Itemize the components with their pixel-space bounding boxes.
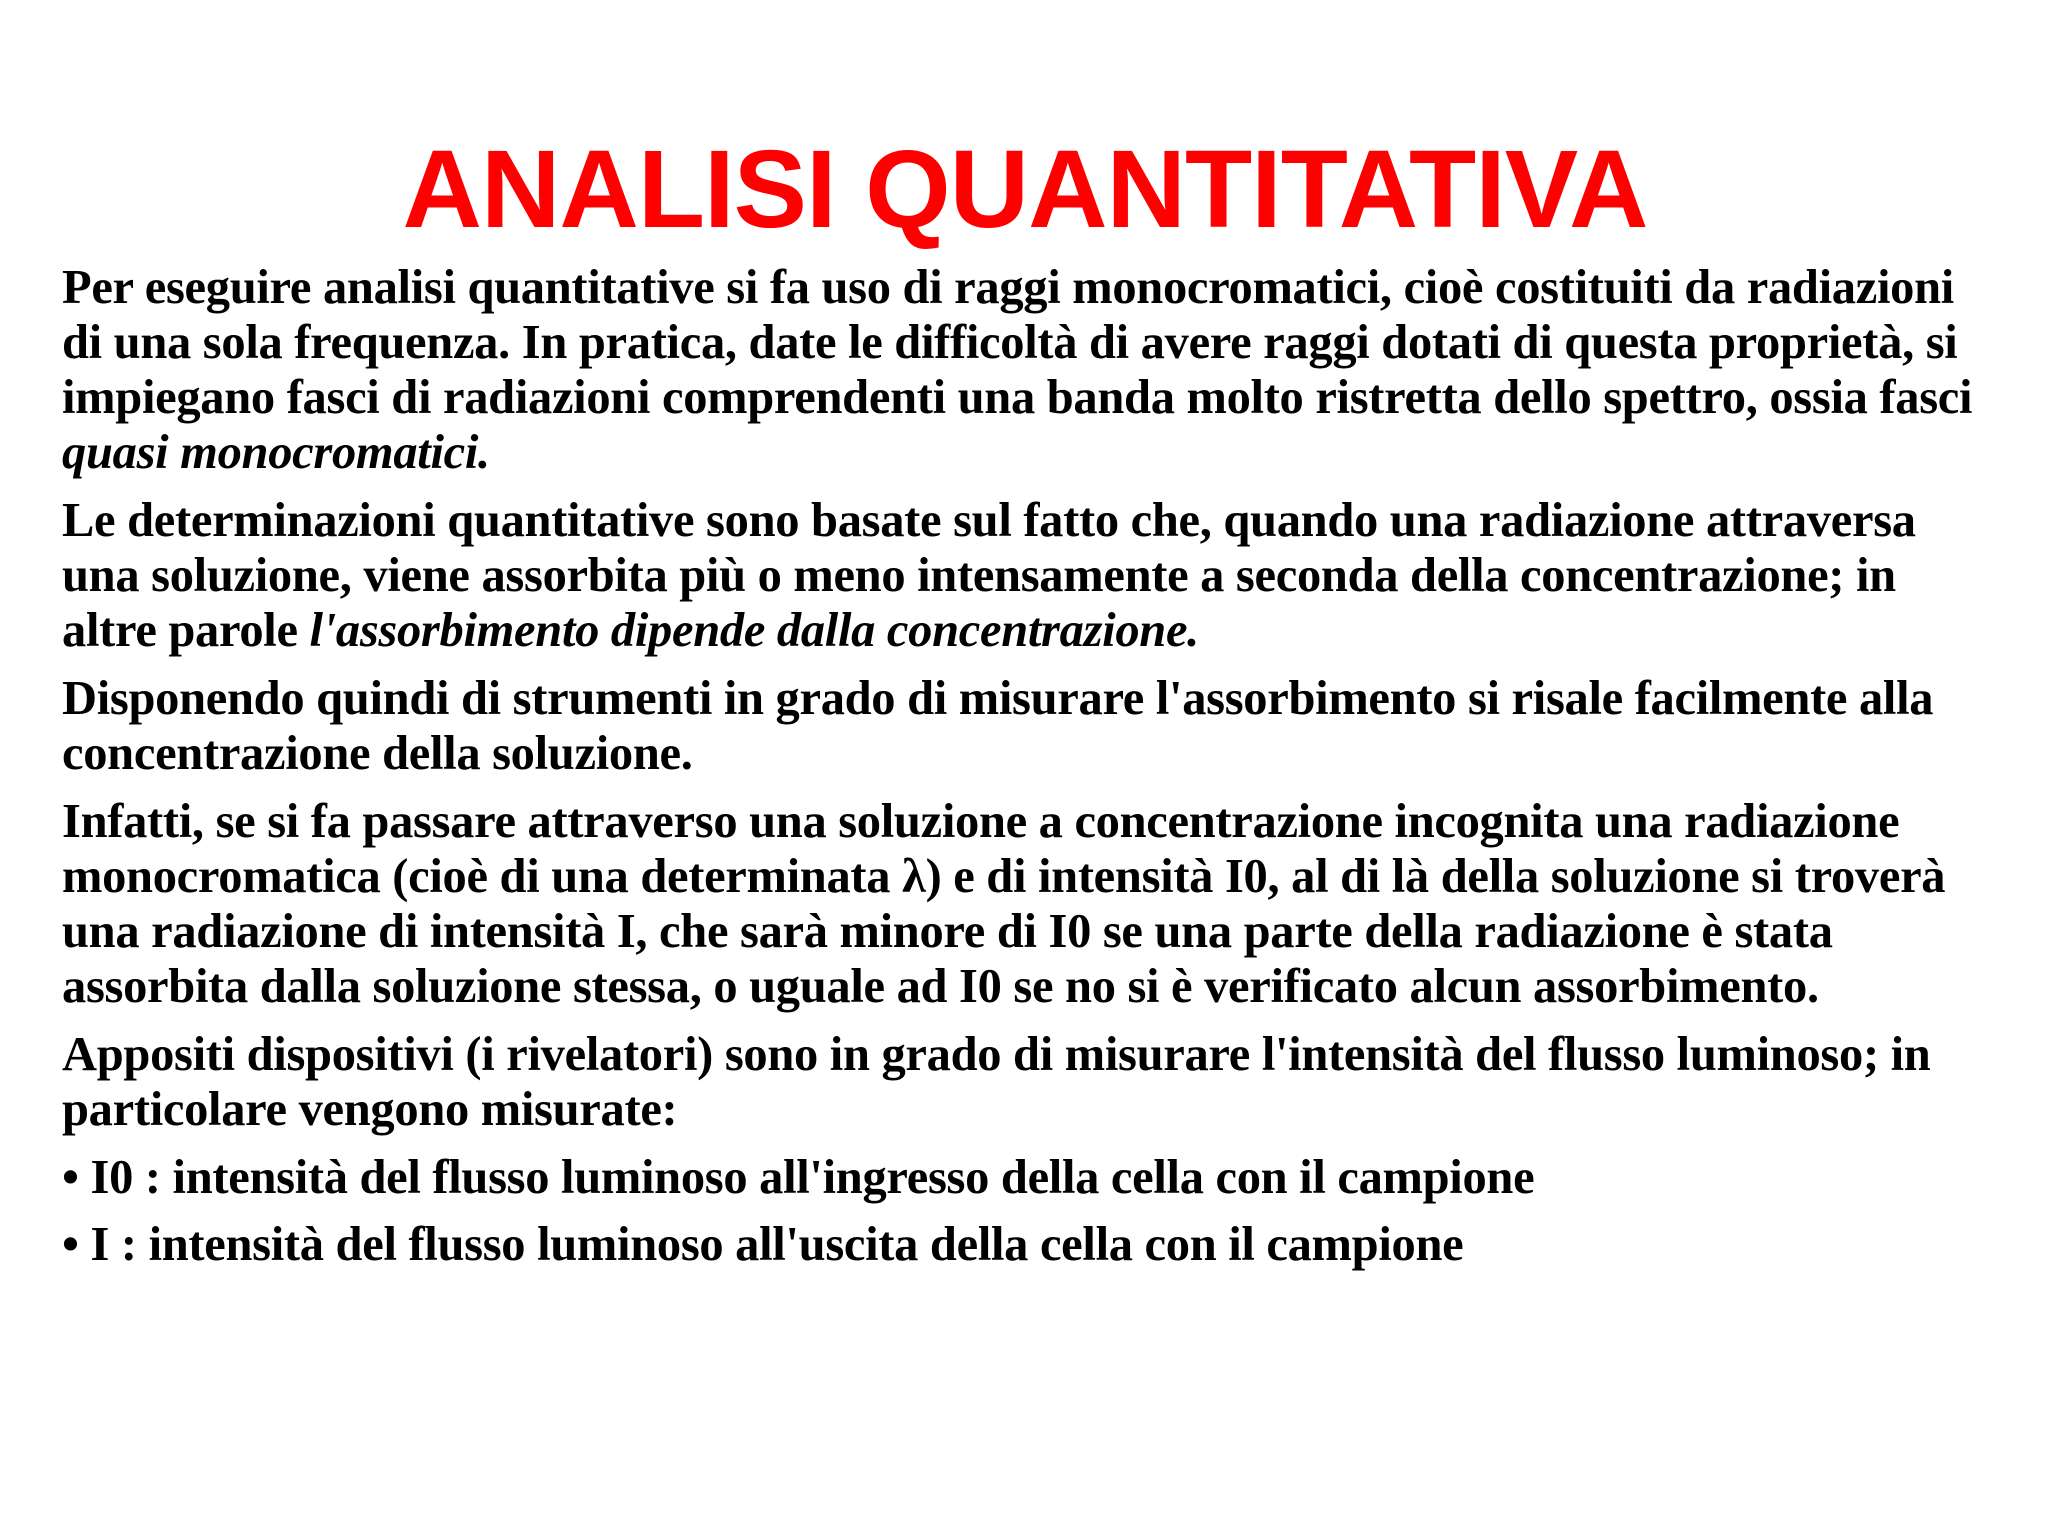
bullet-item-i: • I : intensità del flusso luminoso all'uscita della cella con il campione bbox=[62, 1218, 1464, 1271]
paragraph-measuring-instruments: Disponendo quindi di strumenti in grado di misurare l'assorbimento si risale facilmente alla concentrazione della soluzione. bbox=[62, 672, 1934, 780]
paragraph-intensity-explanation: Infatti, se si fa passare attraverso una soluzione a concentrazione incognita una radiazione monocromatica (cioè di una determinata λ) e di intensità I0, al di là della soluzione si troverà una radiazione di intensità I, che sarà minore di I0 se una parte della radiazione è stata assorbita dalla soluzione stessa, o uguale ad I0 se no si è verificato alcun assorbimento. bbox=[62, 795, 1946, 1013]
paragraph-detectors: Appositi dispositivi (i rivelatori) sono in grado di misurare l'intensità del flusso luminoso; in particolare vengono misurate: bbox=[62, 1028, 1931, 1136]
paragraph-absorption-concentration bbox=[62, 493, 1988, 658]
paragraph-text: Per eseguire analisi quantitative si fa uso di raggi monocromatici, cioè costituiti da radiazioni di una sola frequenza. In pratica, date le difficoltà di avere raggi dotati di questa proprietà, si impiegano fasci di radiazioni comprendenti una banda molto ristretta dello spettro, ossia fasci bbox=[62, 261, 1973, 424]
paragraph-text: Le determinazioni quantitative sono basate sul fatto che, quando una radiazione attraversa una soluzione, viene assorbita più o meno intensamente a seconda della concentrazione; in altre parole bbox=[62, 494, 1916, 657]
slide-body bbox=[62, 260, 1988, 1272]
paragraph-monochromatic-rays bbox=[62, 260, 1988, 480]
bullet-item-i0: • I0 : intensità del flusso luminoso all'ingresso della cella con il campione bbox=[62, 1151, 1535, 1204]
paragraph-italic-phrase: l'assorbimento dipende dalla concentrazione. bbox=[309, 604, 1200, 657]
slide-title: ANALISI QUANTITATIVA bbox=[402, 128, 1648, 251]
paragraph-italic-phrase: quasi monocromatici. bbox=[62, 426, 490, 479]
